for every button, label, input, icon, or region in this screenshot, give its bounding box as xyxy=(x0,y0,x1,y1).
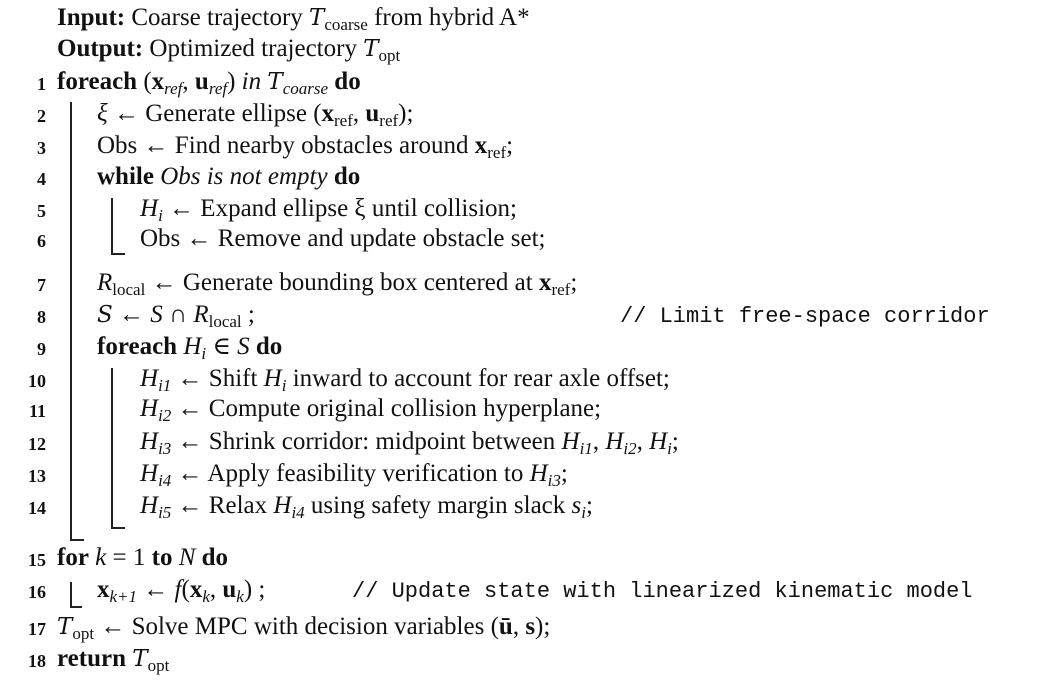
pseudocode-line-1 xyxy=(57,67,361,97)
assign-arrow: ← xyxy=(169,195,195,222)
trajectory-subscript: opt xyxy=(378,46,401,65)
assign-arrow: ← xyxy=(177,460,203,487)
keyword-do: do xyxy=(334,68,361,95)
assign-arrow: ← xyxy=(143,576,169,603)
line-number: 17 xyxy=(28,619,46,639)
text: using safety margin slack xyxy=(304,492,572,519)
pseudocode-line-13 xyxy=(140,459,568,489)
line-number: 2 xyxy=(37,106,46,126)
line-number: 14 xyxy=(28,498,46,518)
var: N xyxy=(178,544,196,571)
paren: ( xyxy=(143,68,152,95)
keyword-for: for xyxy=(57,544,89,571)
var: H xyxy=(273,492,292,519)
sub: local xyxy=(112,280,146,299)
tail: ; xyxy=(241,301,255,328)
sub: i4 xyxy=(158,471,172,490)
sub: i xyxy=(281,376,287,395)
keyword-foreach: foreach xyxy=(57,68,138,95)
sub: i2 xyxy=(623,439,637,458)
pseudocode-line-9 xyxy=(97,332,282,362)
var: H xyxy=(183,333,202,360)
lhs: ξ xyxy=(97,100,108,127)
line-number: 3 xyxy=(37,138,46,158)
pseudocode-line-14 xyxy=(140,491,593,521)
tail: ); xyxy=(398,100,414,127)
sub: k xyxy=(202,587,210,606)
text: Shrink corridor: midpoint between xyxy=(208,428,562,455)
tail: inward to account for rear axle offset; xyxy=(286,365,670,392)
sep: , xyxy=(352,100,366,127)
pseudocode-line-2 xyxy=(97,99,413,129)
lhs: x xyxy=(97,576,110,603)
sub: k xyxy=(236,587,244,606)
var-x: x xyxy=(474,132,488,159)
for-block-end xyxy=(70,606,82,608)
pseudocode-line-17: $T_{opt}$ ← Solve MPC with decision variables (ū, s); xyxy=(57,613,551,643)
var: H xyxy=(649,428,668,455)
pseudocode-line-3 xyxy=(97,131,513,161)
tail: ; xyxy=(570,269,578,296)
text: Compute original collision hyperplane; xyxy=(208,395,602,422)
while-block-bar xyxy=(111,198,113,254)
var-u: u xyxy=(194,68,209,95)
text: Solve MPC with decision variables ( xyxy=(131,613,499,640)
in-text: in xyxy=(235,68,268,95)
sub: ref xyxy=(551,280,571,299)
var-x: x xyxy=(189,576,203,603)
pseudocode-line-15 xyxy=(57,543,228,573)
tail: ); xyxy=(535,613,551,640)
sub: ref xyxy=(164,79,183,98)
sub: i2 xyxy=(158,406,172,425)
var-x: x xyxy=(538,269,552,296)
pseudocode-line-18 xyxy=(57,644,169,674)
keyword-to: to xyxy=(151,544,173,571)
trajectory-symbol: T xyxy=(267,69,283,95)
tail: ; xyxy=(506,132,514,159)
line-number: 1 xyxy=(37,74,46,94)
trajectory-symbol: T xyxy=(132,646,148,672)
inner-foreach-block-end xyxy=(111,527,125,529)
sub: i xyxy=(158,206,163,225)
line-number: 4 xyxy=(37,169,46,189)
var-u: u xyxy=(222,576,237,603)
foreach-block-end xyxy=(70,539,84,541)
sub: i1 xyxy=(579,439,593,458)
sub: local xyxy=(208,312,242,331)
sub: ref xyxy=(334,111,353,130)
assign-arrow: ← xyxy=(177,365,203,392)
text: Shift xyxy=(208,365,264,392)
pseudocode-line-5 xyxy=(140,194,517,224)
assign-arrow: ← xyxy=(151,269,177,296)
line-number: 18 xyxy=(28,651,46,671)
text: Generate ellipse ( xyxy=(145,100,322,127)
line-16-comment: // Update state with linearized kinematic model xyxy=(352,579,973,604)
assign-arrow: ← xyxy=(113,100,139,127)
tail: ; xyxy=(586,492,593,519)
lhs: H xyxy=(140,492,159,519)
lhs: Obs xyxy=(140,225,181,252)
for-block-bar xyxy=(70,582,72,607)
trajectory-subscript: coarse xyxy=(324,15,368,34)
tail: ; xyxy=(671,428,679,455)
lhs: R xyxy=(97,269,113,296)
trajectory-symbol: T xyxy=(363,36,379,62)
lhs: H xyxy=(140,365,159,392)
func: f xyxy=(174,576,182,603)
line-number: 16 xyxy=(28,582,46,602)
output-text: Optimized trajectory xyxy=(149,35,357,62)
lhs: S xyxy=(97,302,113,328)
line-number: 11 xyxy=(28,401,46,421)
sub: coarse xyxy=(282,79,329,98)
lhs: Obs xyxy=(97,132,138,159)
foreach-block-bar xyxy=(70,102,72,540)
assign-arrow: ← xyxy=(177,395,203,422)
var-x: x xyxy=(151,68,165,95)
sub: ref xyxy=(487,143,507,162)
pseudocode-line-12: $H_{i3}$ ← Shrink corridor: midpoint between $H_{i1}$, $H_{i2}$, $H_i$; xyxy=(140,428,679,458)
line-number: 12 xyxy=(28,434,46,454)
trajectory-symbol: T xyxy=(309,5,325,31)
sub: i xyxy=(667,439,672,458)
keyword-do: do xyxy=(333,163,361,190)
line-8-comment: // Limit free-space corridor xyxy=(620,304,990,329)
condition: Obs is not empty xyxy=(160,163,328,190)
line-number: 13 xyxy=(28,466,46,486)
sub: opt xyxy=(147,656,170,675)
tail: ; xyxy=(252,576,266,603)
sub: i4 xyxy=(291,503,305,522)
pseudocode-line-4 xyxy=(97,162,360,192)
assign-arrow: ← xyxy=(177,428,203,455)
sub: i5 xyxy=(158,503,172,522)
sub: opt xyxy=(72,624,95,643)
keyword-foreach: foreach xyxy=(97,333,178,360)
pseudocode-line-10 xyxy=(140,364,670,394)
text: Relax xyxy=(208,492,274,519)
lhs: H xyxy=(140,195,159,222)
sep: , xyxy=(182,68,195,95)
assign-arrow: ← xyxy=(143,132,169,159)
line-number: 8 xyxy=(37,307,46,327)
sub: ref xyxy=(379,111,399,130)
line-number: 10 xyxy=(28,371,46,391)
text: Generate bounding box centered at xyxy=(182,269,539,296)
var-x: x xyxy=(321,100,335,127)
keyword-do: do xyxy=(201,544,229,571)
keyword-return: return xyxy=(57,645,126,672)
var: k xyxy=(95,544,107,571)
assign-arrow: ← xyxy=(100,613,126,640)
pseudocode-line-11 xyxy=(140,394,601,424)
sub: i xyxy=(581,503,586,522)
text: S ∩ R xyxy=(150,301,209,328)
var: H xyxy=(605,428,624,455)
text: Find nearby obstacles around xyxy=(174,132,475,159)
var-ubar: ū xyxy=(498,613,513,640)
algorithm-output xyxy=(57,34,400,64)
input-tail: from hybrid A* xyxy=(374,4,530,31)
lhs: H xyxy=(140,395,159,422)
trajectory-symbol: T xyxy=(57,614,73,640)
var: H xyxy=(263,365,282,392)
line-number: 15 xyxy=(28,550,46,570)
input-text: Coarse trajectory xyxy=(131,4,303,31)
line-number: 9 xyxy=(37,339,46,359)
text: Remove and update obstacle set; xyxy=(217,225,546,252)
sub: ref xyxy=(208,79,228,98)
input-label: Input: xyxy=(57,4,126,31)
inner-foreach-block-bar xyxy=(111,368,113,528)
paren: ) xyxy=(227,68,236,95)
var-u: u xyxy=(365,100,380,127)
lhs: H xyxy=(140,428,159,455)
line-number: 7 xyxy=(37,275,46,295)
assign-arrow: ← xyxy=(119,301,145,328)
sub: i3 xyxy=(158,439,172,458)
tail: ; xyxy=(560,460,568,487)
sub: i1 xyxy=(158,376,172,395)
assign-arrow: ← xyxy=(177,492,203,519)
while-block-end xyxy=(111,253,125,255)
op: ∈ S xyxy=(206,333,256,360)
output-label: Output: xyxy=(57,35,144,62)
algorithm-input xyxy=(57,3,530,33)
pseudocode-line-7 xyxy=(97,268,577,298)
sub: i3 xyxy=(547,471,561,490)
op: = 1 xyxy=(106,544,152,571)
line-number: 5 xyxy=(37,201,46,221)
pseudocode-line-8 xyxy=(97,300,255,330)
pseudocode-line-16: $x_{k+1}$ ← $f(x_k$, $u_k$) ; xyxy=(97,576,266,606)
assign-arrow: ← xyxy=(186,225,212,252)
keyword-do: do xyxy=(255,333,283,360)
var-s: s xyxy=(525,613,536,640)
lhs: H xyxy=(140,460,159,487)
var: H xyxy=(561,428,580,455)
pseudocode-line-6 xyxy=(140,224,545,254)
text: Expand ellipse ξ until collision; xyxy=(200,195,517,222)
line-number: 6 xyxy=(37,231,46,251)
var: H xyxy=(529,460,548,487)
text: Apply feasibility verification to xyxy=(207,460,530,487)
sub: k+1 xyxy=(109,587,138,606)
sub: i xyxy=(201,344,207,363)
var: s xyxy=(571,492,582,519)
keyword-while: while xyxy=(97,163,154,190)
